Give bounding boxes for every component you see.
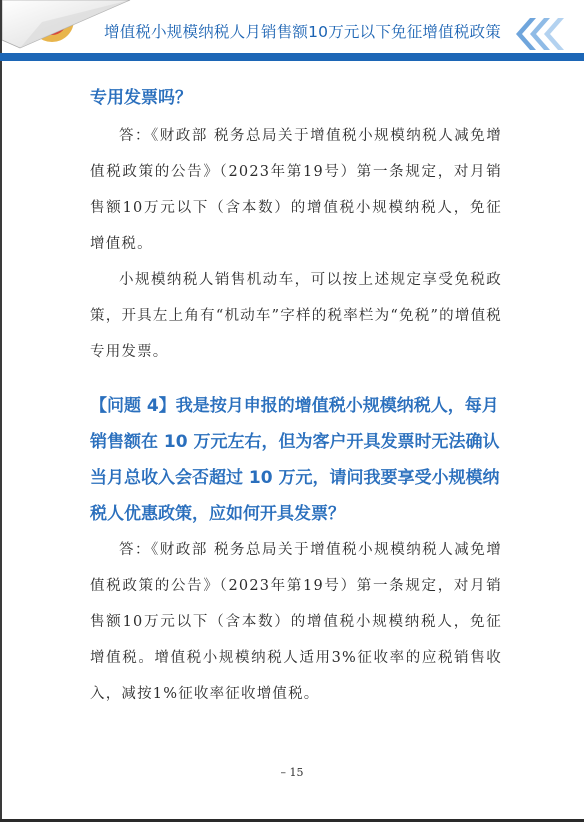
document-body xyxy=(90,80,502,712)
header-title: 增值税小规模纳税人月销售额10万元以下免征增值税政策 xyxy=(104,23,501,41)
answer-paragraph: 小规模纳税人销售机动车，可以按上述规定享受免税政策，开具左上角有“机动车”字样的税率栏为“免税”的增值税专用发票。 xyxy=(90,272,502,360)
page-header xyxy=(0,0,584,62)
question-continuation: 专用发票吗？ xyxy=(90,88,192,108)
question-heading: 【问题 4】我是按月申报的增值税小规模纳税人，每月销售额在 10 万元左右，但为客户开具发票时无法确认当月总收入会否超过 10 万元，请问我要享受小规模纳税人优惠政策，应如何开具发票？ xyxy=(90,396,500,524)
chevron-left-double-icon xyxy=(508,14,568,54)
header-bar xyxy=(0,53,584,61)
answer-paragraph: 答：《财政部 税务总局关于增值税小规模纳税人减免增值税政策的公告》（2023年第19号）第一条规定，对月销售额10万元以下（含本数）的增值税小规模纳税人，免征增值税。 xyxy=(90,128,502,252)
page-left-edge xyxy=(0,0,2,822)
answer-paragraph: 答：《财政部 税务总局关于增值税小规模纳税人减免增值税政策的公告》（2023年第19号）第一条规定，对月销售额10万元以下（含本数）的增值税小规模纳税人，免征增值税。增值税小规模纳税人适用3%征收率的应税销售收入，减按1%征收率征收增值税。 xyxy=(90,542,502,702)
page-number: – 15 xyxy=(280,766,304,779)
